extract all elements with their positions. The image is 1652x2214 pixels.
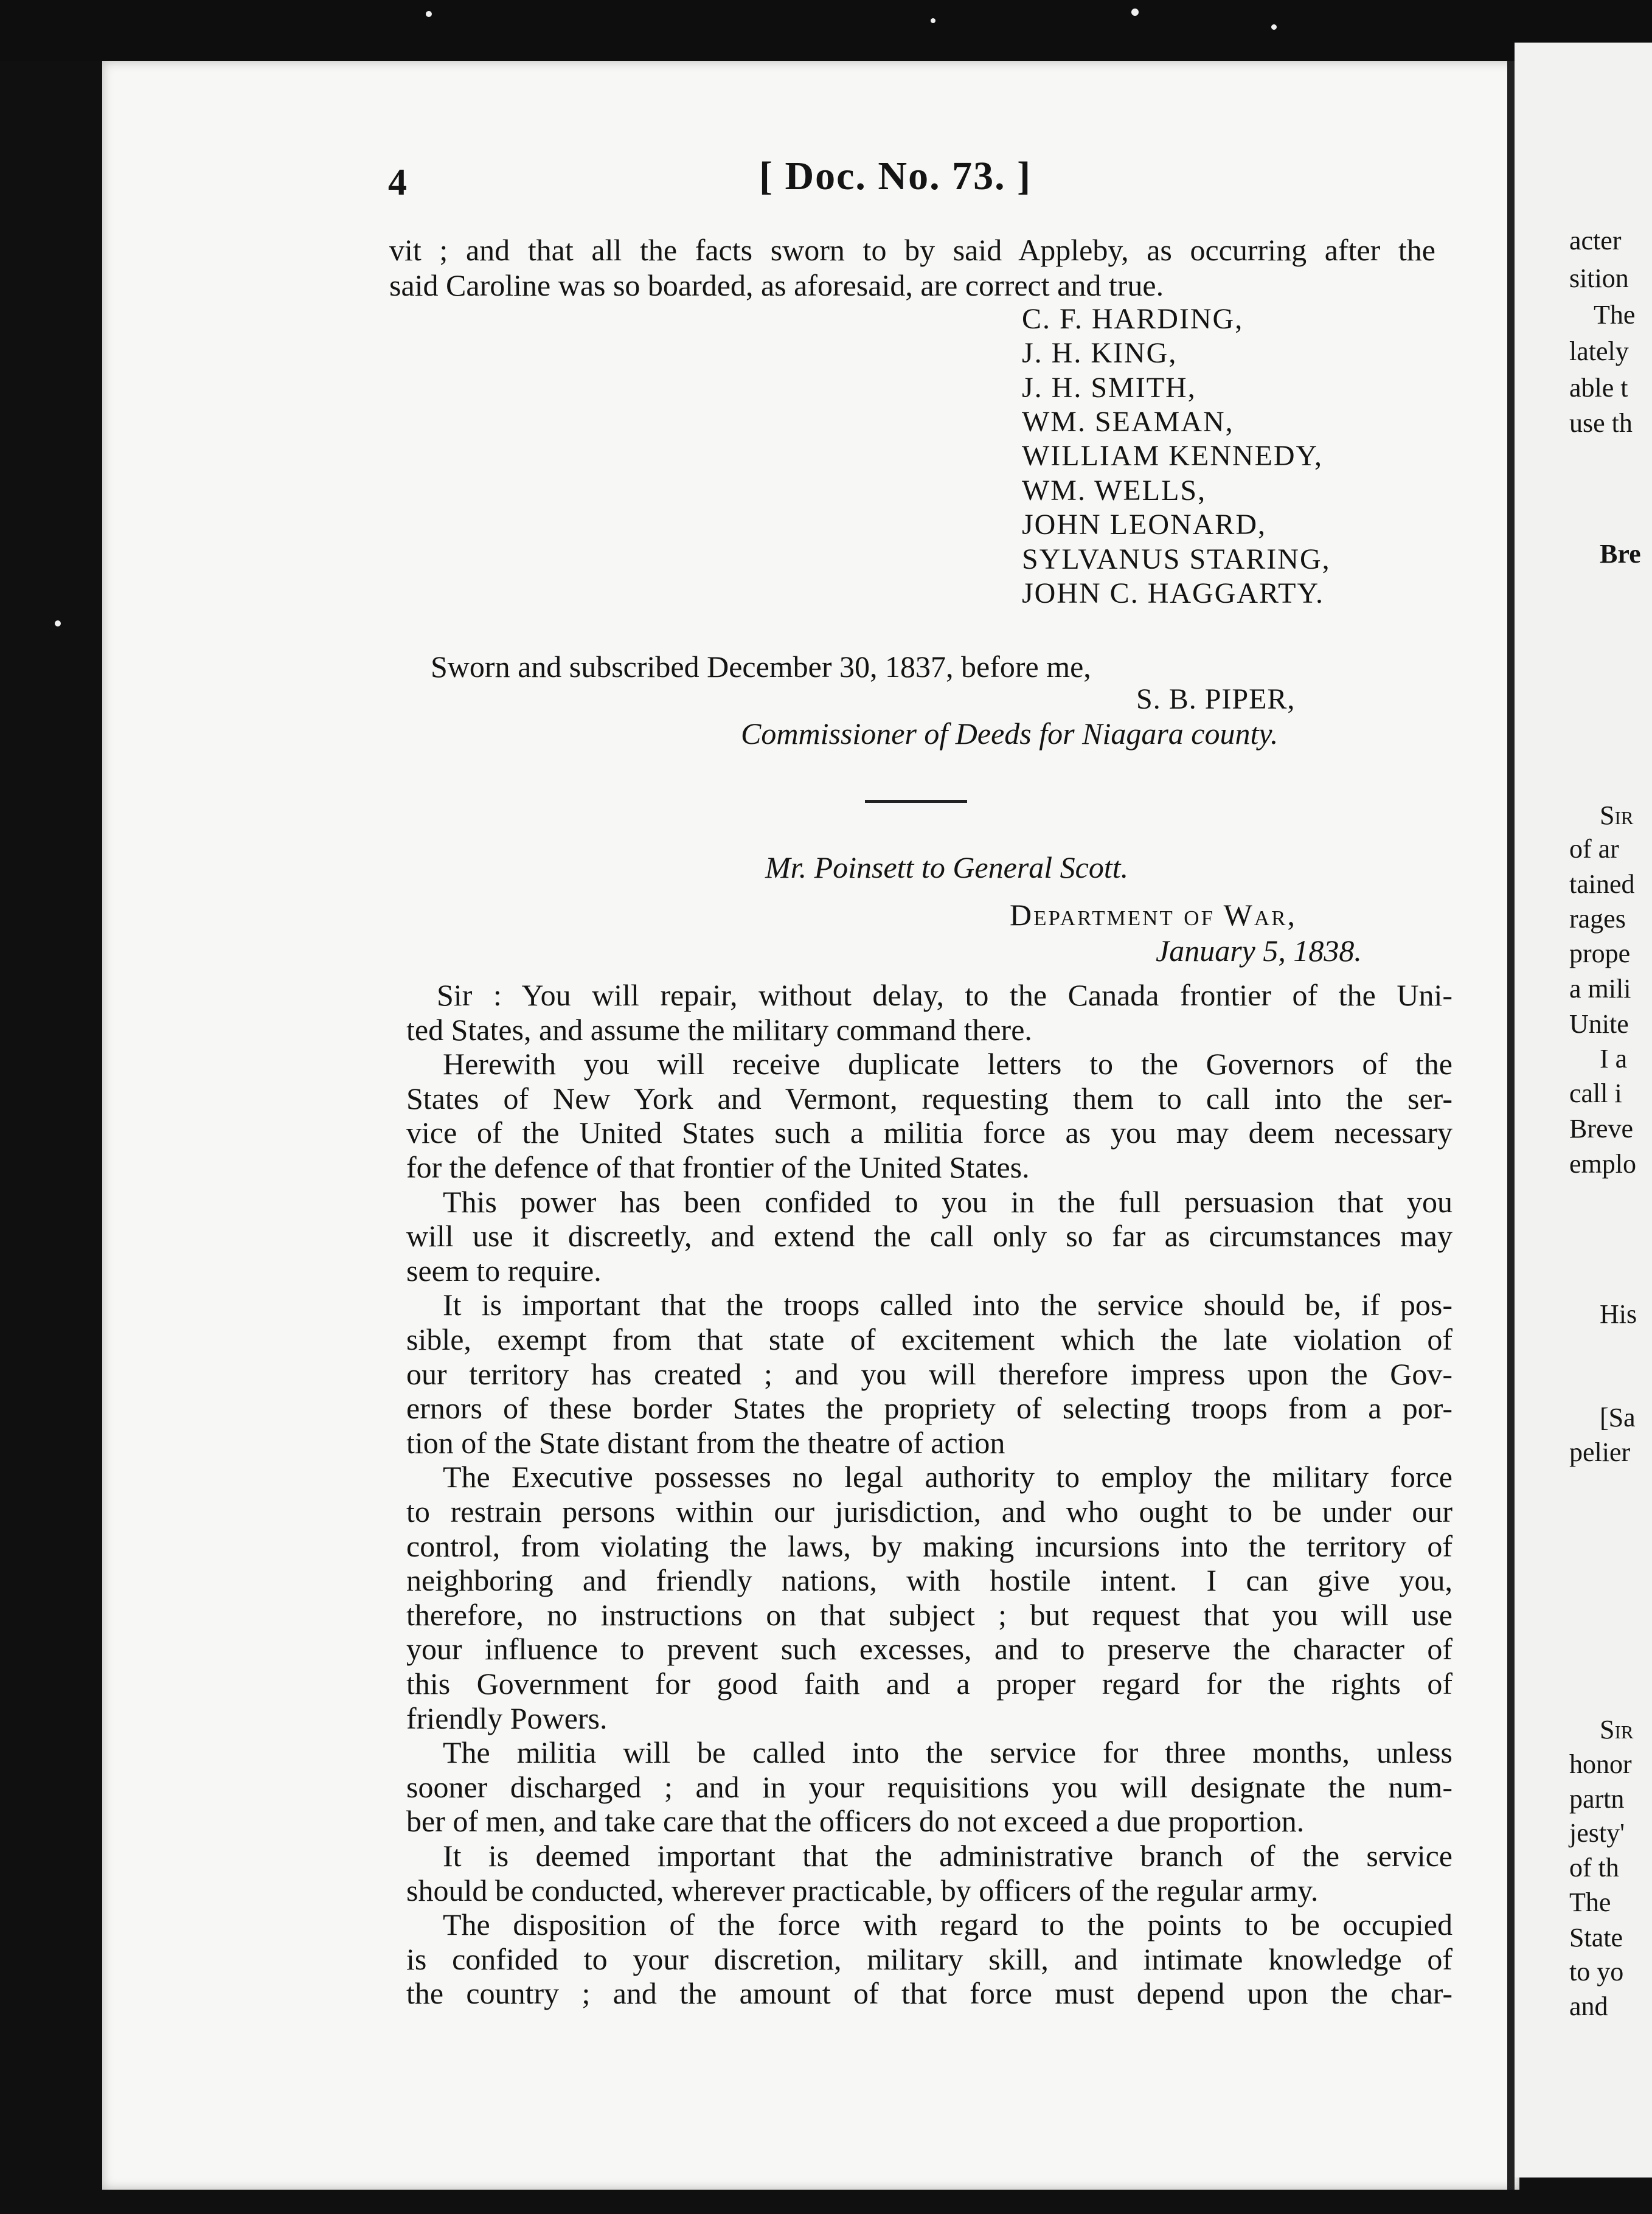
facing-text: prope [1569, 939, 1631, 968]
letter-line: this Government for good faith and a proper regard for the rights of [406, 1667, 1452, 1701]
letter-line: neighboring and friendly nations, with hostile intent. I can give you, [406, 1563, 1452, 1597]
letter-line: States of New York and Vermont, requesting them to call into the ser- [406, 1081, 1452, 1116]
facing-text: emplo [1569, 1149, 1636, 1179]
letter-line: tion of the State distant from the theatre of action [406, 1426, 1005, 1460]
facing-text: acter [1569, 226, 1622, 255]
letter-line: your influence to prevent such excesses, and to preserve the character of [406, 1632, 1452, 1666]
facing-text: Bre [1600, 539, 1641, 569]
signatory: WM. WELLS, [1022, 474, 1207, 507]
letter-line: ted States, and assume the military command there. [406, 1013, 1032, 1047]
signatory: J. H. SMITH, [1022, 372, 1196, 404]
letter-line: our territory has created ; and you will therefore impress upon the Gov- [406, 1357, 1452, 1391]
facing-text: of th [1569, 1853, 1619, 1883]
facing-page [1515, 43, 1652, 2178]
letter-line: sible, exempt from that state of excitement which the late violation of [406, 1322, 1452, 1356]
letter-line: The Executive possesses no legal authority to employ the military force [443, 1460, 1452, 1494]
letter-line: ernors of these border States the propriety of selecting troops from a por- [406, 1391, 1452, 1425]
letter-line: therefore, no instructions on that subject ; but request that you will use [406, 1598, 1452, 1632]
letter-line: sooner discharged ; and in your requisitions you will designate the num- [406, 1770, 1452, 1804]
letter-line: The disposition of the force with regard to the points to be occupied [443, 1907, 1452, 1942]
letter-line: seem to require. [406, 1254, 602, 1288]
facing-text: honor [1569, 1749, 1632, 1779]
signatory: J. H. KING, [1022, 337, 1178, 369]
letter-line: Herewith you will receive duplicate letters to the Governors of the [443, 1047, 1452, 1081]
facing-text: able t [1569, 373, 1628, 403]
facing-text: a mili [1569, 974, 1631, 1004]
document-header: [ Doc. No. 73. ] [759, 154, 1032, 198]
letter-line: vice of the United States such a militia force as you may deem necessary [406, 1116, 1452, 1150]
page-number: 4 [388, 162, 407, 203]
letter-line: Sir : You will repair, without delay, to the Canada frontier of the Uni- [437, 978, 1452, 1012]
commissioner-title: Commissioner of Deeds for Niagara county. [741, 717, 1279, 751]
facing-text: Unite [1569, 1009, 1629, 1039]
scan-border-top [0, 0, 1652, 61]
facing-text: [Sa [1600, 1403, 1636, 1432]
signatory: WM. SEAMAN, [1022, 406, 1234, 438]
letter-line: for the defence of that frontier of the United States. [406, 1150, 1030, 1184]
signatory: JOHN C. HAGGARTY. [1022, 577, 1324, 609]
letter-line: the country ; and the amount of that force must depend upon the char- [406, 1976, 1452, 2010]
letter-line: to restrain persons within our jurisdiction, and who ought to be under our [406, 1494, 1452, 1529]
letter-line: It is deemed important that the administrative branch of the service [443, 1839, 1452, 1873]
letter-line: It is important that the troops called into the service should be, if pos- [443, 1288, 1452, 1322]
letter-heading: Mr. Poinsett to General Scott. [765, 850, 1129, 884]
letter-line: The militia will be called into the service for three months, unless [443, 1735, 1452, 1769]
letter-line: control, from violating the laws, by making incursions into the territory of [406, 1529, 1452, 1563]
section-divider [865, 800, 967, 803]
commissioner-name: S. B. PIPER, [1136, 683, 1296, 715]
facing-text: jesty' [1569, 1818, 1625, 1848]
facing-text: lately [1569, 336, 1629, 366]
facing-text: tained [1569, 869, 1635, 899]
facing-text: to yo [1569, 1957, 1624, 1987]
facing-text: I a [1600, 1044, 1628, 1074]
signatory: SYLVANUS STARING, [1022, 543, 1331, 575]
signatory: WILLIAM KENNEDY, [1022, 440, 1324, 472]
sworn-line: Sworn and subscribed December 30, 1837, before me, [431, 650, 1091, 684]
facing-text: of ar [1569, 834, 1619, 864]
facing-text: Sir [1600, 800, 1634, 830]
letter-line: ber of men, and take care that the officers do not exceed a due proportion. [406, 1804, 1305, 1838]
facing-text: partn [1569, 1784, 1625, 1814]
facing-text: His [1600, 1299, 1637, 1329]
letter-date: January 5, 1838. [1156, 934, 1362, 968]
facing-text: and [1569, 1991, 1608, 2021]
facing-text: The [1594, 300, 1636, 330]
facing-text: use th [1569, 408, 1633, 438]
letter-line: This power has been confided to you in the full persuasion that you [443, 1185, 1452, 1219]
intro-line: said Caroline was so boarded, as aforesaid, are correct and true. [389, 268, 1164, 302]
facing-text: sition [1569, 263, 1629, 293]
facing-text: rages [1569, 904, 1626, 934]
facing-text: Sir [1600, 1715, 1634, 1744]
facing-text: The [1569, 1887, 1611, 1917]
signatory: C. F. HARDING, [1022, 303, 1244, 335]
page-spine [1507, 61, 1515, 2190]
letter-line: is confided to your discretion, military skill, and intimate knowledge of [406, 1942, 1452, 1976]
facing-text: State [1569, 1923, 1623, 1952]
letter-line: should be conducted, wherever practicable, by officers of the regular army. [406, 1873, 1319, 1907]
intro-line: vit ; and that all the facts sworn to by said Appleby, as occurring after the [389, 233, 1435, 267]
letter-line: friendly Powers. [406, 1701, 608, 1735]
signatory: JOHN LEONARD, [1022, 508, 1266, 541]
facing-text: Breve [1569, 1114, 1634, 1143]
facing-text: pelier [1569, 1437, 1631, 1467]
letter-line: will use it discreetly, and extend the call only so far as circumstances may [406, 1219, 1452, 1253]
letter-department: Department of War, [1010, 898, 1297, 932]
facing-text: call i [1569, 1078, 1622, 1108]
